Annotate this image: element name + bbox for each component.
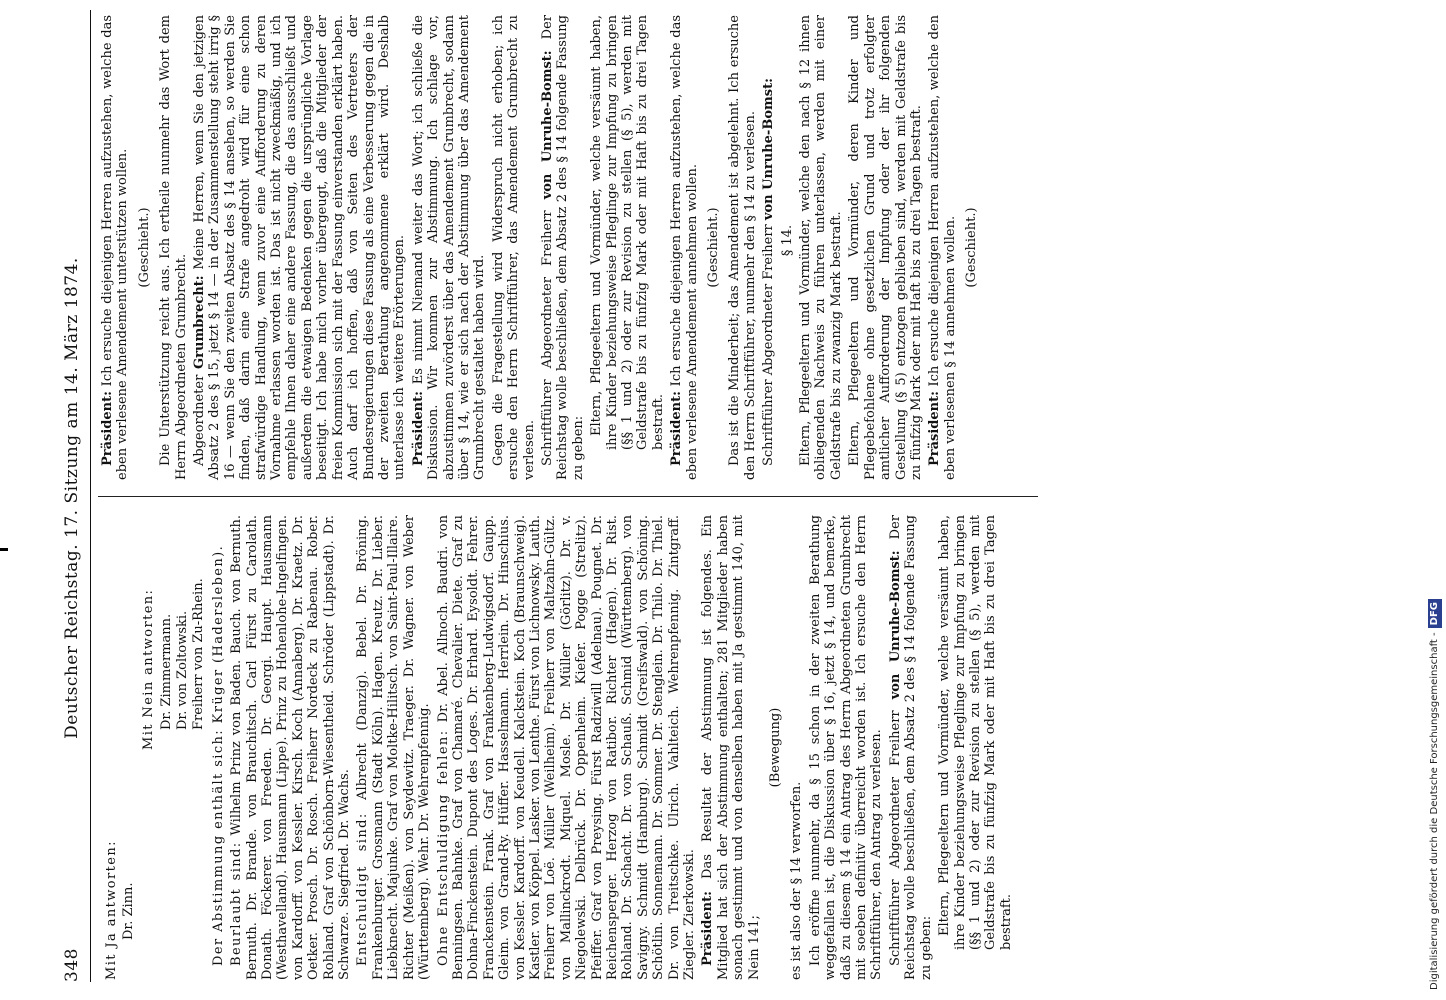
speaker-name: Grumbrecht: — [192, 275, 208, 369]
secretary-name: von Unruhe-Bomst: — [761, 78, 777, 221]
president-paragraph — [927, 15, 958, 480]
dfg-logo-badge: DFG — [1428, 599, 1442, 628]
secretary-paragraph — [761, 15, 776, 480]
procedure-paragraph: Gegen die Fragestellung wird Widerspruch nicht erhoben; ich ersuche den Herrn Schriftführer, das Amendement Grumbrecht zu verlesen. — [490, 15, 537, 480]
speaker-label: Präsident: — [927, 391, 943, 466]
president-paragraph — [100, 15, 131, 480]
digitization-note-text-wrap — [1424, 10, 1446, 990]
reopen-paragraph: Ich eröffne nunmehr, da § 15 schon in der zweiten Berathung weggefallen ist, die Diskussion über § 16, jetzt § 14, und bemerke, daß zu diesem § 14 ein Antrag des Herrn Abgeordneten Grumbrecht mit soeben definitiv überreicht worden ist. Ich ersuche den Herrn Schriftführer, den Antrag zu verlesen. — [807, 515, 885, 980]
digitization-note — [1408, 10, 1440, 990]
section-title: § 14. — [779, 224, 795, 257]
on-leave-list: Wilhelm Prinz von Baden. Bauch. von Bernuth. Bernuth. Dr. Brande. von Brauchitsch. Carl Fürst zu Carolath. Donath. Föckerer. von Freeden. Dr. Georgi. Haupt. Hausmann (Westhavelland). Hausmann (Lippe). Prinz zu Hohenlohe-Ingelfingen. von Kardorff. von Kessler. Kirsch. Koch (Annaberg). Dr. Kraetz. Dr. Oetker. Prosch. Dr. Rosch. Freiherr Nordeck zu Rabenau. Rober. Rohland. Graf von Schönborn-Wiesentheid. Schröder (Lippstadt). Dr. Schwarze. Siegfried. Dr. Wachs. — [229, 514, 353, 980]
no-names — [159, 515, 207, 980]
secretary-name: von Unruhe-Bomst: — [887, 550, 903, 700]
secretary-paragraph — [888, 515, 934, 980]
section-paragraph: Eltern, Pflegeeltern und Vormünder, welche den nach § 12 ihnen obliegenden Nachweis zu führen unterlassen, werden mit einer Geldstrafe bis zu zwanzig Mark bestraft. — [798, 15, 844, 480]
page-number: 348 — [62, 948, 82, 982]
secretary-text: Der Reichstag wolle beschließen, dem Absatz 2 des § 14 folgende Fassung zu geben: — [887, 515, 934, 980]
speaker-label: Präsident: — [700, 891, 716, 966]
unexcused-paragraph — [436, 515, 698, 980]
president-paragraph — [669, 15, 700, 480]
reaction-movement: (Bewegung) — [768, 707, 784, 788]
paragraph-text: Ich ersuche diejenigen Herren aufzustehen, welche den eben verlesenen § 14 annehmen wollen. — [927, 14, 958, 480]
running-head — [60, 14, 90, 982]
result-paragraph: Das ist die Minderheit; das Amendement ist abgelehnt. Ich ersuche den Herrn Schriftführer, nunmehr den § 14 zu verlesen. — [727, 15, 758, 480]
on-leave-paragraph — [229, 515, 352, 980]
reaction: (Geschieht.) — [964, 207, 980, 288]
excused-paragraph — [355, 515, 432, 980]
voter-name: Dr. von Zoltowski. — [174, 610, 190, 730]
page-title: Deutscher Reichstag. 17. Sitzung am 14. März 1874. — [62, 257, 82, 739]
secretary-text: Der Reichstag wolle beschließen, dem Absatz 2 des § 14 folgende Fassung zu geben: — [539, 15, 586, 480]
continuation-line: es ist also der § 14 verworfen. — [789, 781, 805, 980]
unexcused-list: Dr. Abel. Allnoch. Baudri. von Benningsen. Bahnke. Graf von Chamaré. Chevalier. Diete. Graf zu Dohna-Finckenstein. Dupont des Loges. Dr. Erhard. Eysoldt. Fehrer. Franckenstein. Frank. Graf von Frankenberg-Ludwigsdorf. Gaupp. Gleim. von Grand-Ry. Hüffer. Hasselmann. Herrlein. Dr. Hinschius. von Kessler. Kardorff. von Keudell. Kalckstein. Koch (Braunschweig). Kastler. von Köppel. Lasker. von Lenthe. Fürst von Lichnowsky. Lauth. Freiherr von Loë. Müller (Weilheim). Freiherr von Maltzahn-Gültz. von Mallinckrodt. Miquel. Mosle. Dr. Müller (Görlitz). Dr. v. Niegolewski. Delbrück. Dr. Oppenheim. Kiefer. Pogge (Strelitz). Pfeiffer. Graf von Preysing. Fürst Radziwill (Adelnau). Pougnet. Dr. Reichensperger. Herzog von Ratibor. Richter (Hagen). Dr. Rist. Rohland. Dr. Schacht. Dr. von Schauß. Schmid (Württemberg). von Savigny. Schmidt (Hamburg). Schmidt (Greifswald). von Schöning. Schötlin. Sonnemann. Dr. Sommer. Dr. Stenglein. Dr. Thilo. Dr. Thiel. Dr. von Treitschke. Ulrich. Vahlteich. Wehrenpfennig. Zintgraff. Ziegler. Zierkowski. — [435, 515, 697, 980]
voter-name: Dr. Zimmermann. — [158, 613, 174, 730]
speech-text: Meine Herren, wenn Sie den jetzigen Absatz 2 des § 15, jetzt § 14 — in der Zusammenstellung steht irrig § 16 — wenn Sie den zweiten Absatz des § 14 ansehen, so werden Sie finden, daß darin eine Strafe angedroht wird für eine schon strafwürdige Handlung, wenn zuvor eine Aufforderung zu deren Vornahme erlassen worden ist. Das ist nicht zweckmäßig, und ich empfehle Ihnen daher eine andere Fassung, die das ausschließt und außerdem die etwaigen Bedenken gegen die ursprüngliche Vorlage beseitigt. Ich habe mich vorher übergeugt, daß die Mitglieder der freien Kommission sich mit der Fassung einverstanden erklärt haben. Auch darf ich hoffen, daß von Seiten des Vertreters der Bundesregierungen diese Fassung als eine Verbesserung gegen die in der zweiten Berathung angenommene erklärt wird. Deshalb unterlasse ich weitere Erörterungen. — [192, 15, 408, 480]
column-divider — [98, 496, 1038, 497]
unexcused-label: Ohne Entschuldigung fehlen: — [435, 729, 451, 966]
rotated-document-page — [50, 0, 1390, 992]
right-column — [100, 15, 1370, 480]
excused-list: Albrecht (Danzig). Bebel. Dr. Bröning. Frankenburger. Grosmann (Stadt Köln). Hagen. Kreutz. Dr. Lieber. Liebknecht. Majunke. Graf von Moltke-Hilitsch. von Saint-Paul-Illaire. Richter (Meißen). von Seydewitz. Traeger. Dr. Wagner. von Weber (Württemberg). Wehr. Dr. Wehrenpfennig. — [355, 515, 433, 980]
paragraph-text: Ich ersuche diejenigen Herren aufzustehen, welche das eben verlesene Amendement annehmen wollen. — [669, 14, 700, 480]
on-leave-label: Beurlaubt sind: — [229, 841, 245, 966]
yes-names — [121, 515, 137, 980]
header-rule — [90, 10, 91, 982]
amendment-text: Eltern, Pflegeeltern und Vormünder, welche versäumt haben, ihre Kinder beziehungsweise Pfleglinge zur Impfung zu bringen (§§ 1 und 2) oder zur Revision zu stellen (§ 5), werden mit Geldstrafe bis zu fünfzig Mark oder mit Haft bis zu drei Tagen bestraft. — [937, 515, 1014, 950]
speaker-label: Präsident: — [669, 391, 685, 466]
amendment-text: Eltern, Pflegeeltern und Vormünder, welche versäumt haben, ihre Kinder beziehungsweise Pfleglinge zur Impfung zu bringen (§§ 1 und 2) oder zur Revision zu stellen (§ 5), werden mit Geldstrafe bis zu fünfzig Mark oder mit Haft bis zu drei Tagen bestraft. — [589, 15, 666, 450]
section-paragraph: Eltern, Pflegeeltern und Vormünder, deren Kinder und Pflegebefohlene ohne gesetzlichen Grund und trotz erfolgter amtlicher Aufforderung der Impfung oder der ihr folgenden Gestellung (§ 5) entzogen geblieben sind, werden mit Geldstrafe bis zu fünfzig Mark oder mit Haft bis zu drei Tagen bestraft. — [847, 15, 924, 480]
president-paragraph — [411, 15, 488, 480]
yes-heading: Mit Ja antworten: — [104, 840, 119, 980]
secretary-label: Schriftführer Abgeordneter Freiherr — [539, 210, 555, 466]
no-heading: Mit Nein antworten: — [141, 588, 157, 750]
reaction: (Geschieht.) — [706, 207, 722, 288]
speaker-label: Präsident: — [100, 391, 115, 466]
voter-name: Freiherr von Zu-Rhein. — [190, 578, 206, 730]
reaction: (Geschieht.) — [136, 207, 152, 288]
speech-paragraph — [192, 15, 408, 480]
secretary-label: Schriftführer Abgeordneter Freiherr — [761, 224, 777, 466]
excused-label: Entschuldigt sind: — [355, 812, 371, 966]
secretary-paragraph — [540, 15, 586, 480]
secretary-name: von Unruhe-Bomst: — [539, 50, 555, 200]
secretary-label: Schriftführer Abgeordneter Freiherr — [887, 710, 903, 966]
scan-margin-mark — [0, 548, 8, 551]
result-text: Das Resultat der Abstimmung ist folgendes. Ein Mitglied hat sich der Abstimmung enthalten; 281 Mitglieder haben sonach gestimmt und von denselben haben mit Ja gestimmt 140, mit Nein 141; — [700, 514, 762, 980]
paragraph-text: Es nimmt Niemand weiter das Wort; ich schließe die Diskussion. Wir kommen zur Abstimmung. Ich schlage vor, abzustimmen zuvörderst über das Amendement Grumbrecht, sodann über § 14, wie er sich nach der Abstimmung über das Amendement Grumbrecht gestaltet haben wird. — [410, 15, 488, 480]
support-paragraph: Die Unterstützung reicht aus. Ich ertheile nunmehr das Wort dem Herrn Abgeordneten Grumbrecht. — [158, 15, 189, 480]
voter-name: Dr. Zinn. — [121, 882, 137, 940]
speaker-intro: Abgeordneter — [192, 374, 208, 466]
result-paragraph — [700, 515, 762, 980]
abstention-line: Der Abstimmung enthält sich: Krüger (Hadersleben). — [210, 544, 226, 966]
left-column — [100, 515, 1370, 980]
paragraph-text: Ich ersuche diejenigen Herren aufzustehen, welche das eben verlesene Amendement unterstützen wollen. — [100, 14, 131, 480]
digitization-text: Digitalisierung gefördert durch die Deutsche Forschungsgemeinschaft - — [1429, 632, 1440, 990]
speaker-label: Präsident: — [410, 391, 426, 466]
